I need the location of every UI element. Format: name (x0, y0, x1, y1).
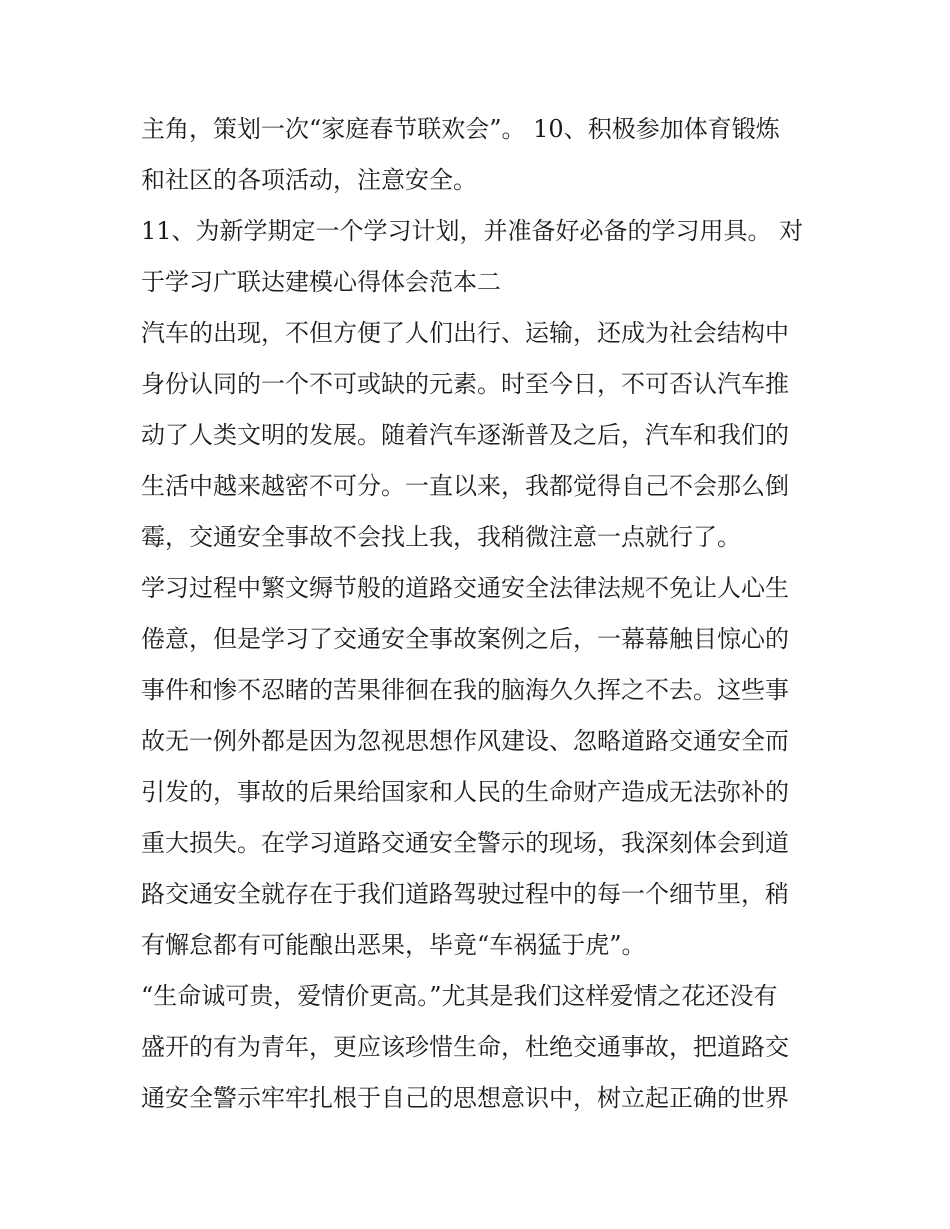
text-line: “生命诚可贵，爱情价更高。”尤其是我们这样爱情之花还没有 (141, 982, 778, 1010)
text-line: 于学习广联达建模心得体会范本二 (141, 268, 501, 296)
text-line: 身份认同的一个不可或缺的元素。时至今日，不可否认汽车推 (141, 370, 789, 398)
text-line: 汽车的出现，不但方便了人们出行、运输，还成为社会结构中 (141, 319, 789, 347)
text-line: 倦意，但是学习了交通安全事故案例之后，一幕幕触目惊心的 (141, 625, 789, 653)
text-line: 主角，策划一次“家庭春节联欢会”。 10、积极参加体育锻炼 (141, 115, 780, 143)
text-line: 通安全警示牢牢扎根于自己的思想意识中，树立起正确的世界 (141, 1084, 789, 1112)
text-line: 重大损失。在学习道路交通安全警示的现场，我深刻体会到道 (141, 829, 789, 857)
text-line: 故无一例外都是因为忽视思想作风建设、忽略道路交通安全而 (141, 727, 789, 755)
text-line: 事件和惨不忍睹的苦果徘徊在我的脑海久久挥之不去。这些事 (141, 676, 789, 704)
text-line: 动了人类文明的发展。随着汽车逐渐普及之后，汽车和我们的 (141, 421, 789, 449)
text-line: 引发的，事故的后果给国家和人民的生命财产造成无法弥补的 (141, 778, 789, 806)
text-line: 和社区的各项活动，注意安全。 (141, 166, 477, 194)
text-line: 有懈怠都有可能酿出恶果，毕竟“车祸猛于虎”。 (141, 931, 646, 959)
document-body (141, 104, 821, 1124)
text-line: 学习过程中繁文缛节般的道路交通安全法律法规不免让人心生 (141, 574, 789, 602)
text-line: 11、为新学期定一个学习计划，并准备好必备的学习用具。 对 (141, 217, 804, 245)
text-line: 霉，交通安全事故不会找上我，我稍微注意一点就行了。 (141, 523, 741, 551)
text-line: 盛开的有为青年，更应该珍惜生命，杜绝交通事故，把道路交 (141, 1033, 789, 1061)
text-line: 路交通安全就存在于我们道路驾驶过程中的每一个细节里，稍 (141, 880, 789, 908)
text-line: 生活中越来越密不可分。一直以来，我都觉得自己不会那么倒 (141, 472, 789, 500)
